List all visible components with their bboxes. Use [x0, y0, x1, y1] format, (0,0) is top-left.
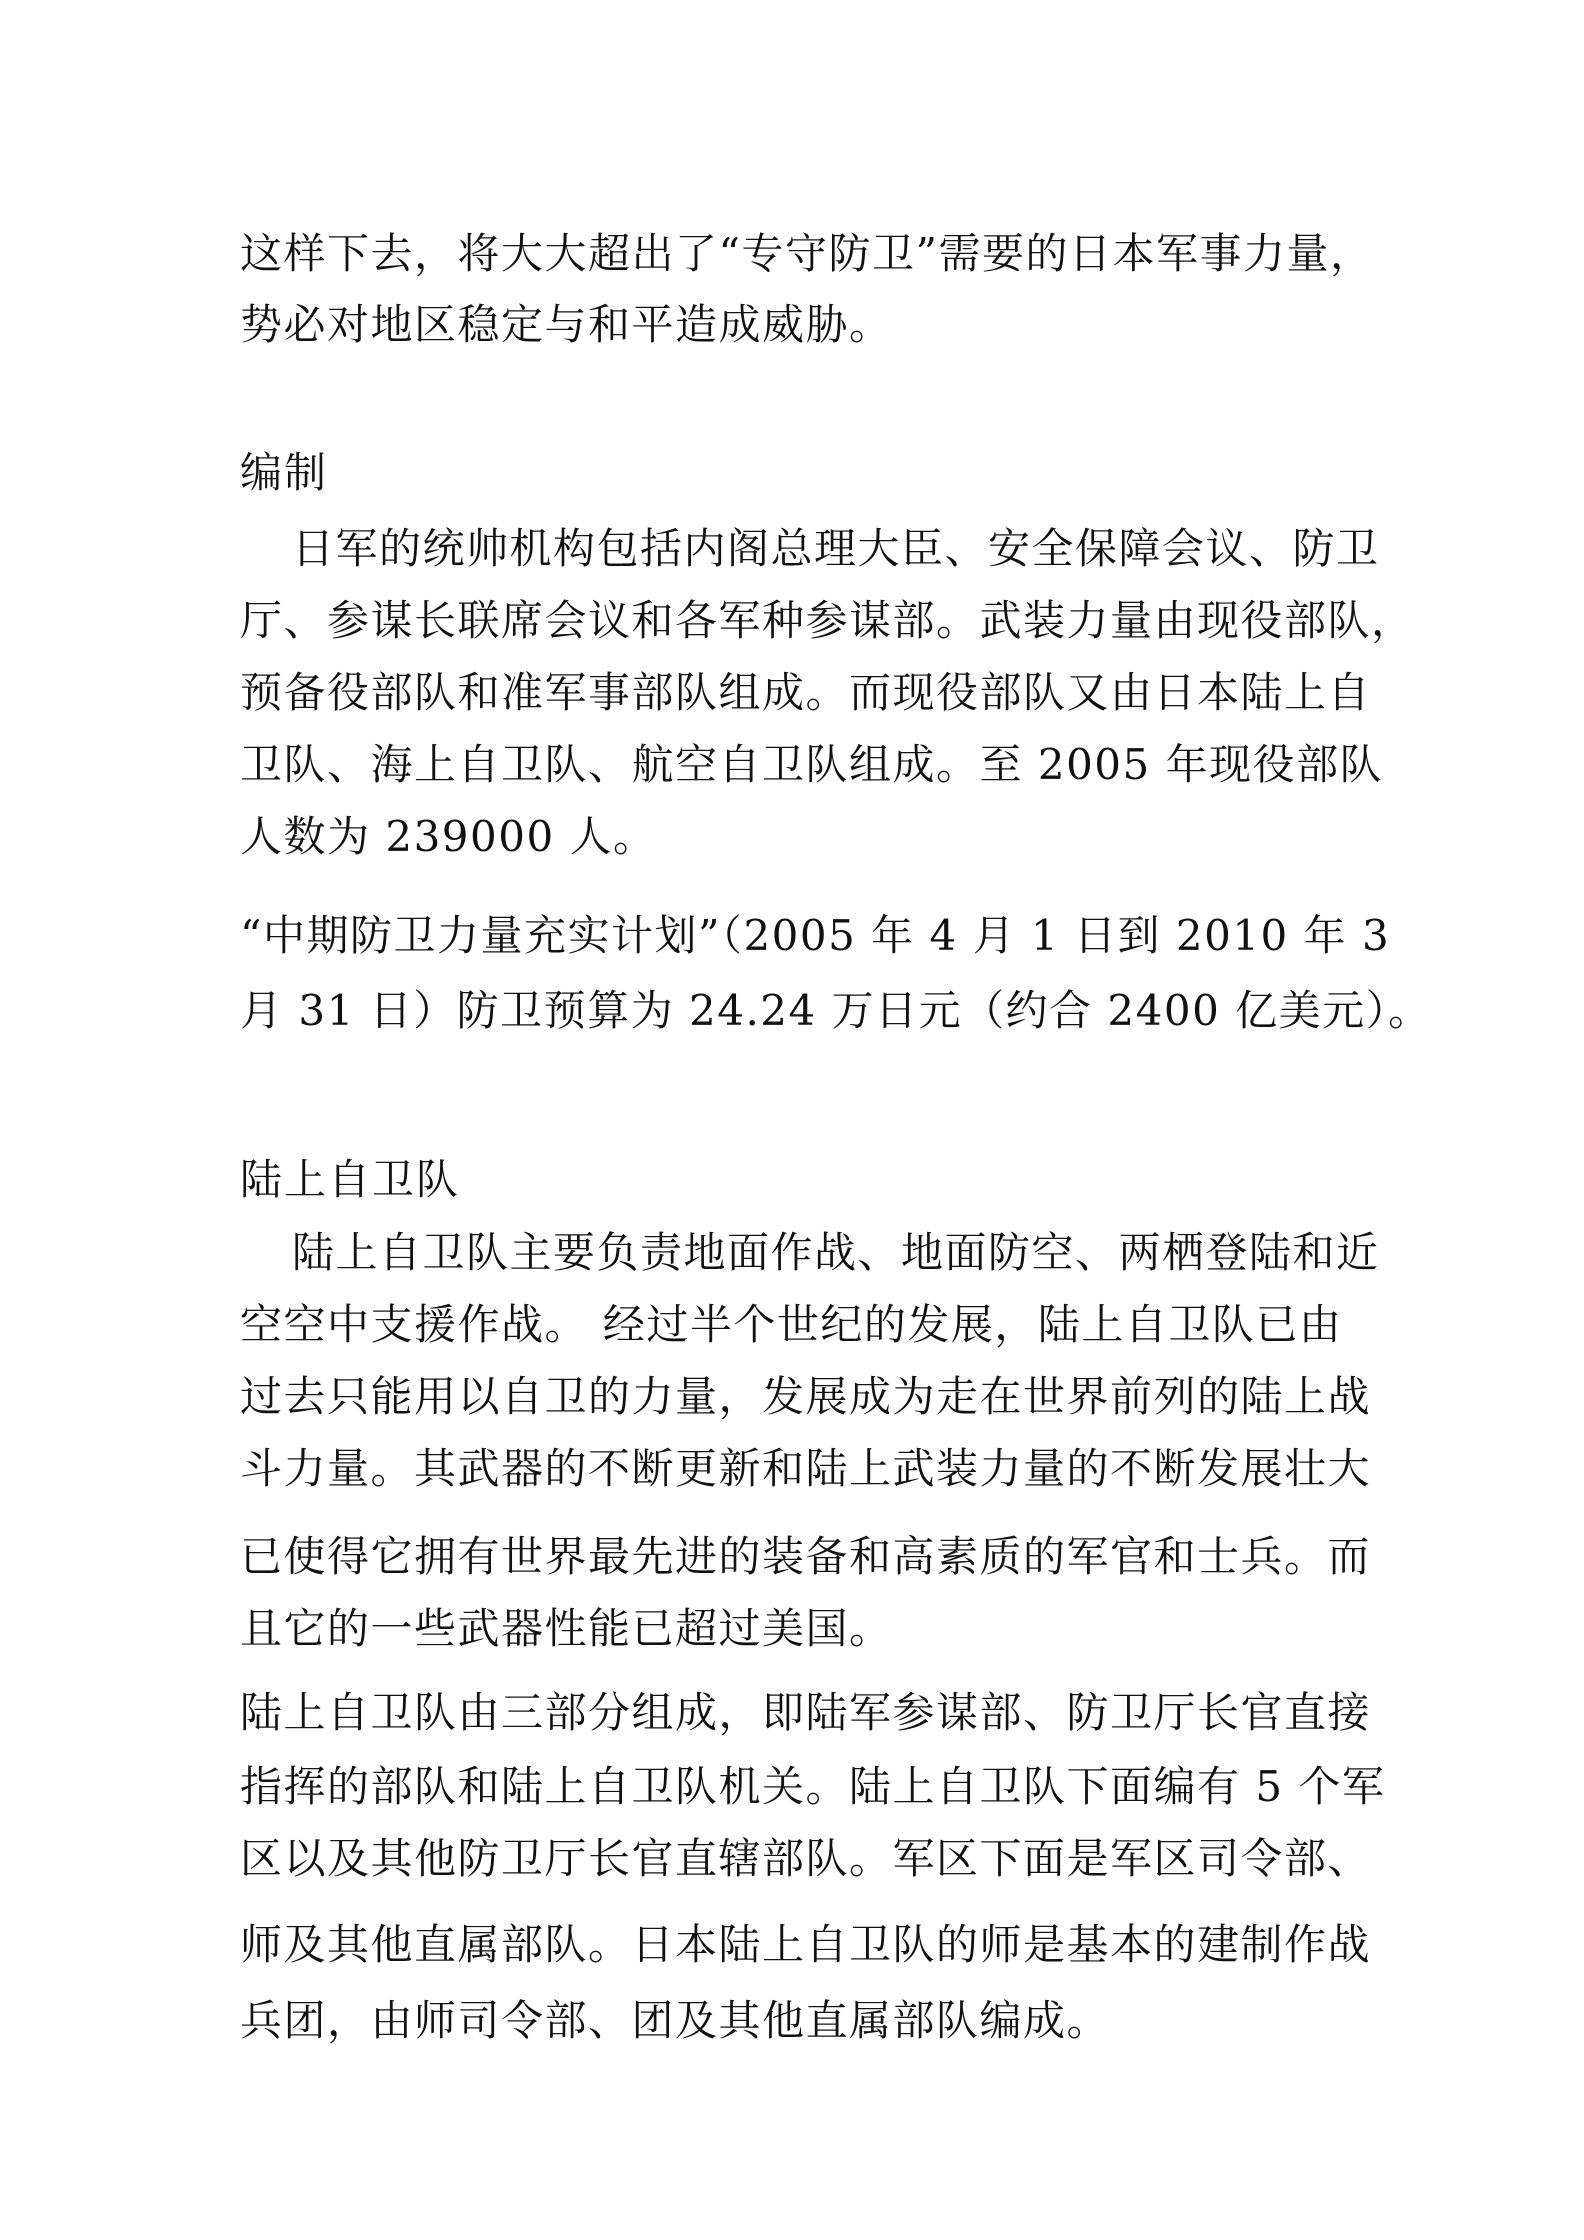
- gsdf-para2-line-1: 陆上自卫队由三部分组成，即陆军参谋部、防卫厅长官直接: [240, 1688, 1372, 1737]
- organization-para1-line-1: 日军的统帅机构包括内阁总理大臣、安全保障会议、防卫: [292, 524, 1380, 573]
- gsdf-para1-line-4: 斗力量。其武器的不断更新和陆上武装力量的不断发展壮大: [240, 1444, 1372, 1493]
- organization-para1-line-5: 人数为 239000 人。: [240, 812, 657, 861]
- gsdf-para1-line-5: 已使得它拥有世界最先进的装备和高素质的军官和士兵。而: [240, 1532, 1372, 1581]
- gsdf-para1-line-2: 空空中支援作战。 经过半个世纪的发展，陆上自卫队已由: [240, 1300, 1343, 1349]
- organization-para1-line-4: 卫队、海上自卫队、航空自卫队组成。至 2005 年现役部队: [240, 740, 1384, 789]
- gsdf-para2-line-2: 指挥的部队和陆上自卫队机关。陆上自卫队下面编有 5 个军: [240, 1762, 1386, 1811]
- gsdf-para1-line-6: 且它的一些武器性能已超过美国。: [240, 1604, 893, 1653]
- gsdf-para2-line-3: 区以及其他防卫厅长官直辖部队。军区下面是军区司令部、: [240, 1834, 1372, 1883]
- organization-para2-line-2: 月 31 日）防卫预算为 24.24 万日元（约合 2400 亿美元）。: [240, 986, 1432, 1035]
- organization-para1-line-2: 厅、参谋长联席会议和各军种参谋部。武装力量由现役部队，: [240, 596, 1415, 645]
- intro-line-2: 势必对地区稳定与和平造成威胁。: [240, 300, 893, 349]
- intro-line-1: 这样下去，将大大超出了“专守防卫”需要的日本军事力量，: [240, 229, 1374, 278]
- gsdf-para2-line-4: 师及其他直属部队。日本陆上自卫队的师是基本的建制作战: [240, 1920, 1372, 1969]
- gsdf-para1-line-3: 过去只能用以自卫的力量，发展成为走在世界前列的陆上战: [240, 1372, 1372, 1421]
- organization-para2-line-1: “中期防卫力量充实计划”（2005 年 4 月 1 日到 2010 年 3: [240, 911, 1391, 960]
- gsdf-para2-line-5: 兵团，由师司令部、团及其他直属部队编成。: [240, 1996, 1111, 2045]
- section-heading-gsdf: 陆上自卫队: [240, 1155, 461, 1204]
- gsdf-para1-line-1: 陆上自卫队主要负责地面作战、地面防空、两栖登陆和近: [292, 1228, 1380, 1277]
- organization-para1-line-3: 预备役部队和准军事部队组成。而现役部队又由日本陆上自: [240, 668, 1372, 717]
- section-heading-organization: 编制: [240, 448, 329, 497]
